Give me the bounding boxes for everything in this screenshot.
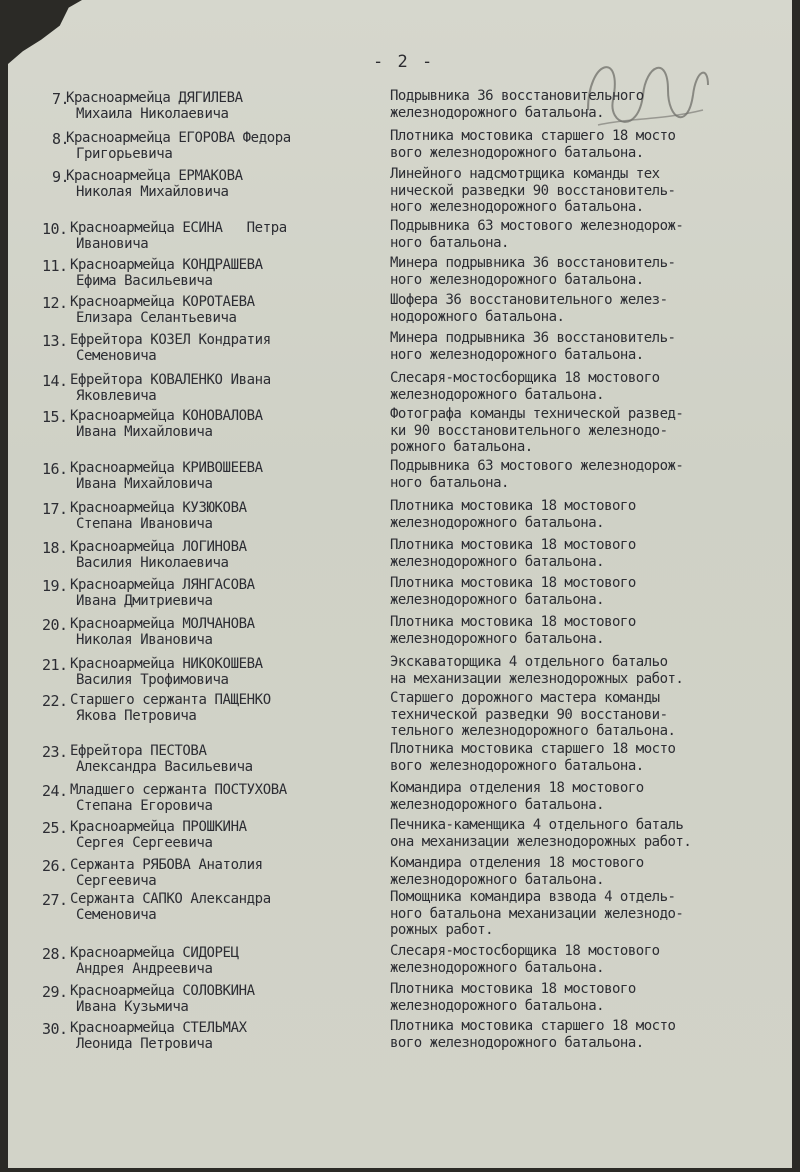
recipient-name: Ивана Михайловича <box>76 476 213 492</box>
page-number: - 2 - <box>373 52 435 72</box>
recipient-name: Ивана Кузьмича <box>76 999 189 1015</box>
recipient-position <box>390 889 790 939</box>
recipient-name: Александра Васильевича <box>76 759 253 775</box>
position-line: Плотника мостовика 18 мостового <box>390 537 636 553</box>
position-line: Экскаваторщика 4 отдельного батальо <box>390 654 668 670</box>
recipient-position <box>390 537 790 570</box>
recipient-position <box>390 943 790 976</box>
position-line: железнодорожного батальона. <box>390 997 605 1014</box>
recipient-name: Василия Трофимовича <box>76 672 229 688</box>
entry-number: 7. <box>52 90 70 108</box>
position-line: ки 90 восстановительного железнодо- <box>390 422 668 439</box>
recipient-position <box>390 166 790 216</box>
entry-number: 11. <box>42 257 68 275</box>
position-line: железнодорожного батальона. <box>390 553 605 570</box>
recipient-rank-surname: Красноармейца ЕСИНА Петра <box>70 220 287 236</box>
position-line: железнодорожного батальона. <box>390 796 605 813</box>
entry-number: 30. <box>42 1020 68 1038</box>
position-line: Минера подрывника 36 восстановитель- <box>390 255 676 271</box>
recipient-rank-surname: Красноармейца СТЕЛЬМАХ <box>70 1020 247 1036</box>
recipient-position <box>390 458 790 491</box>
entry-number: 19. <box>42 577 68 595</box>
position-line: Плотника мостовика 18 мостового <box>390 614 636 630</box>
position-line: нической разведки 90 восстановитель- <box>390 182 676 199</box>
position-line: Плотника мостовика 18 мостового <box>390 498 636 514</box>
recipient-rank-surname: Красноармейца КРИВОШЕЕВА <box>70 460 263 476</box>
recipient-name: Ефима Васильевича <box>76 273 213 289</box>
position-line: железнодорожного батальона. <box>390 871 605 888</box>
entry-number: 21. <box>42 656 68 674</box>
position-line: тельного железнодорожного батальона. <box>390 723 676 739</box>
recipient-rank-surname: Красноармейца КУЗЮКОВА <box>70 500 247 516</box>
position-line: рожных работ. <box>390 922 494 938</box>
recipient-position <box>390 690 790 740</box>
recipient-rank-surname: Младшего сержанта ПОСТУХОВА <box>70 782 287 798</box>
recipient-position <box>390 817 790 850</box>
recipient-rank-surname: Старшего сержанта ПАЩЕНКО <box>70 692 271 708</box>
entry-number: 14. <box>42 372 68 390</box>
recipient-position <box>390 614 790 647</box>
recipient-rank-surname: Красноармейца СИДОРЕЦ <box>70 945 239 961</box>
entry-number: 8. <box>52 130 70 148</box>
position-line: Фотографа команды технической развед- <box>390 406 684 422</box>
recipient-position <box>390 1018 790 1051</box>
position-line: на механизации железнодорожных работ. <box>390 670 684 687</box>
position-line: ного железнодорожного батальона. <box>390 271 644 288</box>
recipient-rank-surname: Красноармейца МОЛЧАНОВА <box>70 616 255 632</box>
position-line: Старшего дорожного мастера команды <box>390 690 660 706</box>
position-line: железнодорожного батальона. <box>390 104 605 121</box>
position-line: Слесаря-мостосборщика 18 мостового <box>390 943 660 959</box>
position-line: Плотника мостовика старшего 18 мосто <box>390 741 676 757</box>
recipient-position <box>390 370 790 403</box>
recipient-rank-surname: Красноармейца КОНДРАШЕВА <box>70 257 263 273</box>
recipient-rank-surname: Ефрейтора КОЗЕЛ Кондратия <box>70 332 271 348</box>
position-line: ного батальона механизации железнодо- <box>390 905 684 922</box>
position-line: вого железнодорожного батальона. <box>390 1034 644 1051</box>
entry-number: 25. <box>42 819 68 837</box>
position-line: Подрывника 63 мостового железнодорож- <box>390 218 684 234</box>
recipient-rank-surname: Красноармейца КОНОВАЛОВА <box>70 408 263 424</box>
recipient-name: Василия Николаевича <box>76 555 229 571</box>
position-line: Плотника мостовика старшего 18 мосто <box>390 128 676 144</box>
recipient-name: Елизара Селантьевича <box>76 310 237 326</box>
position-line: она механизации железнодорожных работ. <box>390 833 692 850</box>
recipient-name: Николая Михайловича <box>76 184 229 200</box>
entry-number: 13. <box>42 332 68 350</box>
position-line: Плотника мостовика 18 мостового <box>390 575 636 591</box>
position-line: Подрывника 36 восстановительного <box>390 88 644 104</box>
recipient-name: Ивана Дмитриевича <box>76 593 213 609</box>
position-line: ного железнодорожного батальона. <box>390 346 644 363</box>
position-line: Командира отделения 18 мостового <box>390 780 644 796</box>
recipient-rank-surname: Красноармейца ЛЯНГАСОВА <box>70 577 255 593</box>
position-line: Печника-каменщика 4 отдельного баталь <box>390 817 684 833</box>
recipient-name: Степана Егоровича <box>76 798 213 814</box>
position-line: Командира отделения 18 мостового <box>390 855 644 871</box>
recipient-position <box>390 255 790 288</box>
recipient-position <box>390 780 790 813</box>
position-line: Слесаря-мостосборщика 18 мостового <box>390 370 660 386</box>
entry-number: 23. <box>42 743 68 761</box>
position-line: Шофера 36 восстановительного желез- <box>390 292 668 308</box>
recipient-name: Николая Ивановича <box>76 632 213 648</box>
torn-corner <box>8 0 82 64</box>
recipient-rank-surname: Красноармейца ПРОШКИНА <box>70 819 247 835</box>
position-line: технической разведки 90 восстанови- <box>390 706 668 723</box>
recipient-name: Ивана Михайловича <box>76 424 213 440</box>
entry-number: 29. <box>42 983 68 1001</box>
recipient-rank-surname: Красноармейца КОРОТАЕВА <box>70 294 255 310</box>
document-page <box>8 0 792 1168</box>
position-line: Помощника командира взвода 4 отдель- <box>390 889 676 905</box>
entry-number: 24. <box>42 782 68 800</box>
recipient-position <box>390 292 790 325</box>
position-line: Плотника мостовика 18 мостового <box>390 981 636 997</box>
recipient-name: Семеновича <box>76 907 157 923</box>
position-line: ного железнодорожного батальона. <box>390 199 644 215</box>
position-line: Подрывника 63 мостового железнодорож- <box>390 458 684 474</box>
position-line: Минера подрывника 36 восстановитель- <box>390 330 676 346</box>
recipient-position <box>390 741 790 774</box>
entry-number: 22. <box>42 692 68 710</box>
recipient-rank-surname: Ефрейтора КОВАЛЕНКО Ивана <box>70 372 271 388</box>
recipient-name: Андрея Андреевича <box>76 961 213 977</box>
recipient-name: Яковлевича <box>76 388 157 404</box>
recipient-rank-surname: Ефрейтора ПЕСТОВА <box>70 743 207 759</box>
recipient-rank-surname: Красноармейца НИКОКОШЕВА <box>70 656 263 672</box>
recipient-position <box>390 406 790 456</box>
position-line: рожного батальона. <box>390 439 533 455</box>
entry-number: 20. <box>42 616 68 634</box>
entry-number: 17. <box>42 500 68 518</box>
recipient-name: Григорьевича <box>76 146 173 162</box>
position-line: железнодорожного батальона. <box>390 386 605 403</box>
recipient-rank-surname: Красноармейца ДЯГИЛЕВА <box>66 90 243 106</box>
entry-number: 12. <box>42 294 68 312</box>
position-line: ного батальона. <box>390 234 509 251</box>
recipient-rank-surname: Сержанта САПКО Александра <box>70 891 271 907</box>
entry-number: 26. <box>42 857 68 875</box>
recipient-name: Леонида Петровича <box>76 1036 213 1052</box>
position-line: железнодорожного батальона. <box>390 514 605 531</box>
recipient-rank-surname: Сержанта РЯБОВА Анатолия <box>70 857 263 873</box>
recipient-name: Степана Ивановича <box>76 516 213 532</box>
entry-number: 28. <box>42 945 68 963</box>
recipient-position <box>390 88 790 121</box>
entry-number: 9. <box>52 168 70 186</box>
recipient-rank-surname: Красноармейца ЕРМАКОВА <box>66 168 243 184</box>
position-line: вого железнодорожного батальона. <box>390 144 644 161</box>
recipient-position <box>390 654 790 687</box>
recipient-name: Михаила Николаевича <box>76 106 229 122</box>
position-line: железнодорожного батальона. <box>390 630 605 647</box>
entry-number: 10. <box>42 220 68 238</box>
recipient-name: Сергеевича <box>76 873 157 889</box>
entry-number: 27. <box>42 891 68 909</box>
recipient-rank-surname: Красноармейца ЕГОРОВА Федора <box>66 130 291 146</box>
position-line: железнодорожного батальона. <box>390 959 605 976</box>
position-line: Плотника мостовика старшего 18 мосто <box>390 1018 676 1034</box>
recipient-name: Ивановича <box>76 236 149 252</box>
recipient-name: Якова Петровича <box>76 708 197 724</box>
recipient-rank-surname: Красноармейца СОЛОВКИНА <box>70 983 255 999</box>
position-line: железнодорожного батальона. <box>390 591 605 608</box>
recipient-name: Сергея Сергеевича <box>76 835 213 851</box>
recipient-position <box>390 981 790 1014</box>
recipient-position <box>390 498 790 531</box>
recipient-position <box>390 128 790 161</box>
entry-number: 16. <box>42 460 68 478</box>
entry-number: 18. <box>42 539 68 557</box>
position-line: Линейного надсмотрщика команды тех <box>390 166 660 182</box>
recipient-position <box>390 330 790 363</box>
position-line: ного батальона. <box>390 474 509 491</box>
position-line: нодорожного батальона. <box>390 308 565 325</box>
recipient-rank-surname: Красноармейца ЛОГИНОВА <box>70 539 247 555</box>
recipient-position <box>390 575 790 608</box>
recipient-position <box>390 855 790 888</box>
position-line: вого железнодорожного батальона. <box>390 757 644 774</box>
recipient-name: Семеновича <box>76 348 157 364</box>
recipient-position <box>390 218 790 251</box>
entry-number: 15. <box>42 408 68 426</box>
